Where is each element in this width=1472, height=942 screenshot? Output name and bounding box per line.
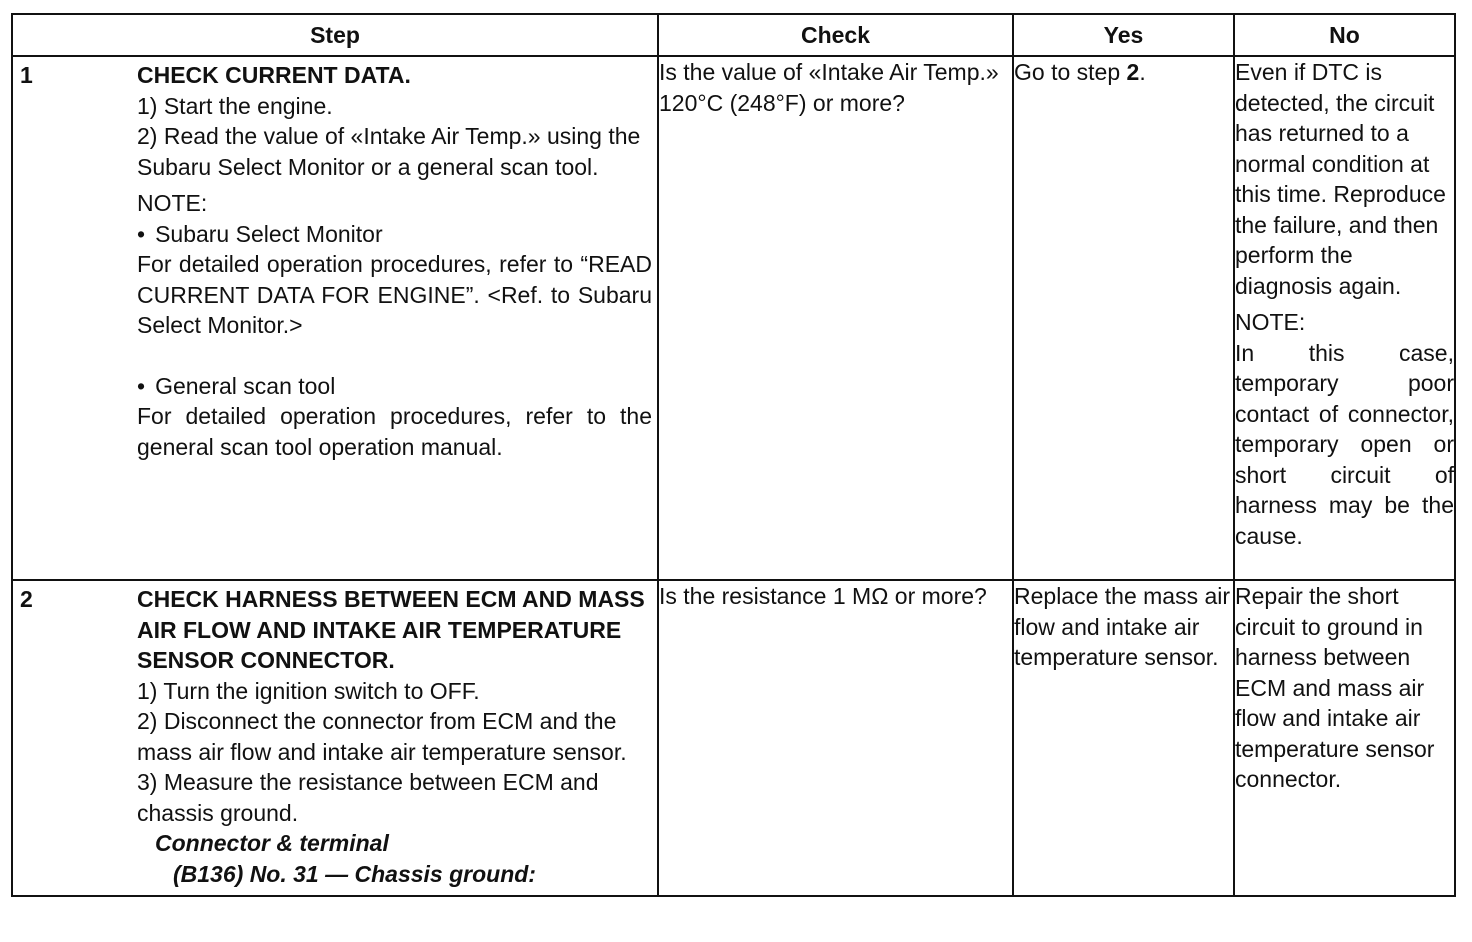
diagnostic-table: [11, 13, 1456, 897]
note-bullet: • Subaru Select Monitor: [137, 219, 652, 250]
header-yes: Yes: [1013, 14, 1234, 56]
step-instruction: 1) Turn the ignition switch to OFF.: [137, 677, 480, 704]
step-title: CHECK CURRENT DATA.: [137, 62, 411, 88]
table-row: [12, 56, 1455, 580]
table-row: [12, 580, 1455, 896]
step-cell: [12, 56, 658, 580]
step-cell: [12, 580, 658, 896]
no-cell: [1234, 56, 1455, 580]
step-body: [137, 581, 657, 895]
yes-cell: [1013, 580, 1234, 896]
header-no: No: [1234, 14, 1455, 56]
step-title: CHECK HARNESS BETWEEN ECM AND MASS AIR FLOW AND INTAKE AIR TEMPERATURE SENSOR CONNECTOR.: [137, 586, 645, 673]
check-text: Is the value of «Intake Air Temp.» 120°C (248°F) or more?: [659, 59, 999, 116]
step-instruction: 3) Measure the resistance between ECM and chassis ground.: [137, 769, 599, 826]
step-number: 2: [20, 586, 33, 612]
step-body: [137, 57, 657, 468]
connector-value: (B136) No. 31 — Chassis ground:: [173, 860, 536, 887]
no-text: Repair the short circuit to ground in harness between ECM and mass air flow and intake air temperature sensor connector.: [1235, 583, 1435, 792]
yes-prefix: Go to step: [1014, 59, 1127, 85]
no-note-label: NOTE:: [1235, 309, 1306, 335]
step-number: 1: [20, 62, 33, 88]
yes-cell: [1013, 56, 1234, 580]
check-text: Is the resistance 1 MΩ or more?: [659, 583, 987, 609]
header-row: [12, 14, 1455, 56]
connector-label: Connector & terminal: [155, 830, 389, 856]
note-text: For detailed operation procedures, refer to “READ CURRENT DATA FOR ENGINE”. <Ref. to Subaru Select Monitor.>: [137, 251, 652, 338]
check-cell: [658, 580, 1013, 896]
note-label: NOTE:: [137, 190, 208, 216]
step-instruction: 2) Disconnect the connector from ECM and the mass air flow and intake air temperature sensor.: [137, 708, 627, 765]
spacer: [137, 341, 652, 371]
step-instruction: 1) Start the engine.: [137, 92, 333, 119]
header-check: Check: [658, 14, 1013, 56]
no-cell: [1234, 580, 1455, 896]
step-instruction: 2) Read the value of «Intake Air Temp.» using the Subaru Select Monitor or a general scan tool.: [137, 123, 641, 180]
check-cell: [658, 56, 1013, 580]
note-text: For detailed operation procedures, refer to the general scan tool operation manual.: [137, 403, 652, 460]
yes-text: Replace the mass air flow and intake air temperature sensor.: [1014, 583, 1231, 670]
yes-text: [1014, 57, 1233, 88]
note-bullet: • General scan tool: [137, 371, 652, 402]
yes-suffix: .: [1139, 59, 1146, 85]
no-text: Even if DTC is detected, the circuit has returned to a normal condition at this time. Reproduce the failure, and then perform the diagnosis again.: [1235, 59, 1446, 299]
no-note-text: In this case, temporary poor contact of connector, temporary open or short circuit of harness may be the cause.: [1235, 339, 1454, 549]
yes-step-link: 2: [1126, 59, 1140, 85]
header-step: Step: [12, 14, 658, 56]
